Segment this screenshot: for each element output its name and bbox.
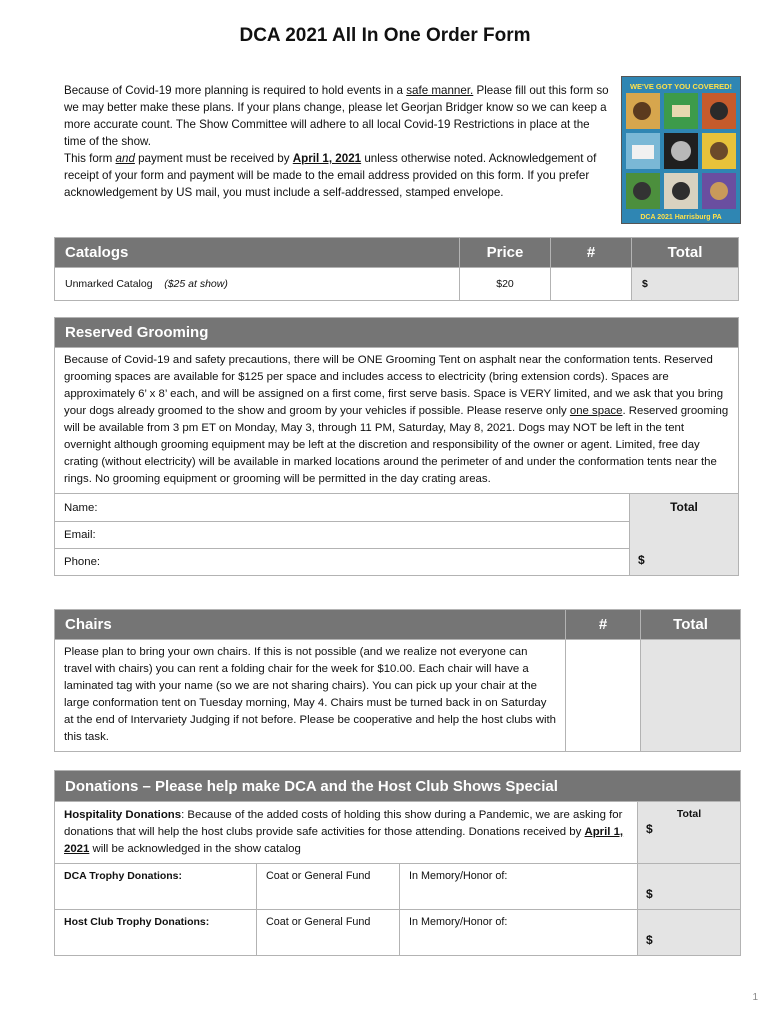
donations-header: Donations – Please help make DCA and the Host Club Shows Special (55, 771, 741, 802)
catalogs-price-header: Price (460, 238, 551, 268)
logo-artwork (622, 77, 740, 223)
grooming-total-cell[interactable] (630, 494, 739, 576)
dca-trophy-fund-field[interactable]: Coat or General Fund (257, 864, 400, 910)
catalog-qty-field[interactable] (551, 268, 632, 301)
donations-table (54, 770, 741, 956)
grooming-name-field[interactable]: Name: (55, 494, 630, 522)
chairs-table (54, 609, 741, 752)
chairs-qty-header: # (566, 610, 641, 640)
host-club-trophy-total-field[interactable]: $ (638, 910, 741, 956)
host-club-trophy-fund-field[interactable]: Coat or General Fund (257, 910, 400, 956)
hospitality-total-field[interactable] (638, 802, 741, 864)
catalogs-qty-header: # (551, 238, 632, 268)
dca-trophy-total-field[interactable]: $ (638, 864, 741, 910)
grooming-phone-field[interactable]: Phone: (55, 549, 630, 576)
host-club-trophy-memory-field[interactable]: In Memory/Honor of: (400, 910, 638, 956)
logo-top-text: WE'VE GOT YOU COVERED! (629, 82, 733, 91)
grooming-total-dollar: $ (638, 553, 645, 567)
catalog-item: Unmarked Catalog ($25 at show) (55, 268, 460, 301)
grooming-text: Because of Covid-19 and safety precautions, there will be ONE Grooming Tent on asphalt near the conformation tents. Reserved grooming spaces are available for $125 per space and includes access to electricity (bring extension cords). Spaces are approximately 6’ x 8’ each, and will be assigned on a first come, first serve basis. Space is VERY limited, and we ask that you bring your dogs already groomed to the show and groom by your vehicles if possible. Please reserve only one space. Reserved grooming will be available from 3 pm ET on Monday, May 3, through 11 PM, Saturday, May 8, 2021. Dogs may NOT be left in the tent overnight although grooming equipment may be left at the discretion and responsibility of the owner or agent. Limited, free day crating (without electricity) will be available in marked locations around the perimeter of and under the conformation tents near the rings. No grooming equipment or grooming will be permitted in the day crating areas. (55, 348, 739, 494)
chairs-text: Please plan to bring your own chairs. If this is not possible (and we realize not everyone can travel with chairs) you can rent a folding chair for the week for $10.00. Each chair will have a laminated tag with your name (so we are not sharing chairs). You can pick up your chair at the large conformation tent on Tuesday morning, May 4. Chairs must be turned back in on Saturday at the end of Intervariety Judging if not before. Please be cooperative and help the host clubs with this task. (55, 640, 566, 752)
grooming-header: Reserved Grooming (55, 318, 739, 348)
catalogs-header: Catalogs (55, 238, 460, 268)
catalog-price: $20 (460, 268, 551, 301)
hospitality-text: Hospitality Donations: Because of the added costs of holding this show during a Pandemic, we are asking for donations that will help the host clubs provide safe activities for those attending. Donations received by April 1, 2021 will be acknowledged in the show catalog (55, 802, 638, 864)
chairs-qty-field[interactable] (566, 640, 641, 752)
show-logo-image (621, 76, 741, 224)
dca-trophy-memory-field[interactable]: In Memory/Honor of: (400, 864, 638, 910)
grooming-total-header: Total (670, 500, 698, 514)
logo-bottom-text: DCA 2021 Harrisburg PA (640, 214, 722, 221)
dca-trophy-label: DCA Trophy Donations: (55, 864, 257, 910)
catalogs-total-header: Total (632, 238, 739, 268)
host-club-trophy-label: Host Club Trophy Donations: (55, 910, 257, 956)
grooming-email-field[interactable]: Email: (55, 522, 630, 549)
catalogs-table (54, 237, 739, 301)
catalog-total-field[interactable]: $ (632, 268, 739, 301)
chairs-total-field[interactable] (641, 640, 741, 752)
grooming-table (54, 317, 739, 576)
hospitality-dollar: $ (646, 822, 653, 836)
chairs-total-header: Total (641, 610, 741, 640)
chairs-header: Chairs (55, 610, 566, 640)
page-number: 1 (752, 992, 758, 1003)
page-title: DCA 2021 All In One Order Form (239, 25, 531, 46)
intro-text: Because of Covid-19 more planning is required to hold events in a safe manner. Please fill out this form so we may better make these plans. If your plans change, please let Georjan Bridger know so we can keep a more accurate count. The Show Committee will adhere to all local Covid-19 Restrictions in place at the time of the show. This form and payment must be received by April 1, 2021 unless otherwise noted. Acknowledgement of receipt of your form and payment will be made to the email address provided on this form. If you prefer acknowledgement by US mail, you must include a self-addressed, stamped envelope. (64, 84, 609, 199)
hospitality-total-header: Total (676, 808, 702, 820)
